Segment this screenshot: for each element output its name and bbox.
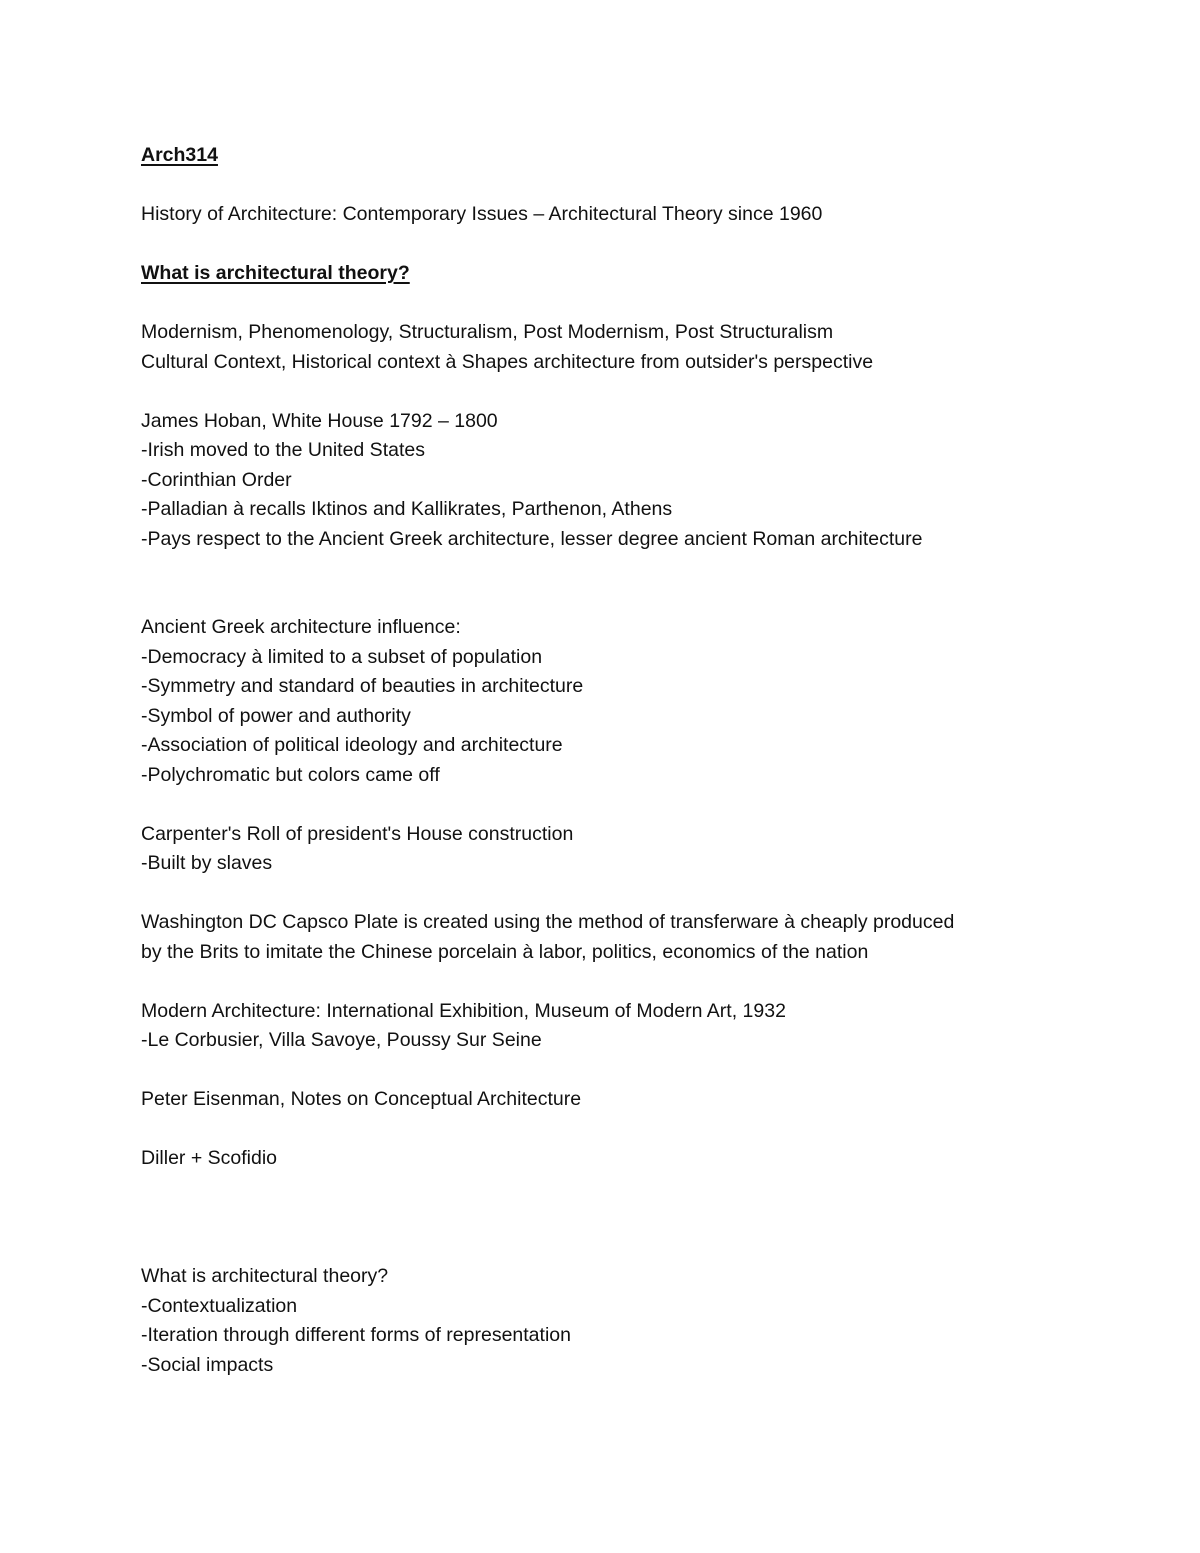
greek-heading: Ancient Greek architecture influence: — [141, 616, 461, 638]
greek-item: -Symmetry and standard of beauties in architecture — [141, 675, 584, 697]
closing-item: -Social impacts — [141, 1353, 274, 1376]
document-page — [141, 141, 1081, 1380]
spacer — [141, 879, 1081, 909]
greek-item: -Polychromatic but colors came off — [141, 763, 440, 786]
hoban-item: -Irish moved to the United States — [141, 439, 425, 461]
closing-item: -Iteration through different forms of representation — [141, 1324, 571, 1346]
modern-heading: Modern Architecture: International Exhibition, Museum of Modern Art, 1932 — [141, 999, 786, 1022]
washington-line: Washington DC Capsco Plate is created using the method of transferware à cheaply produced — [141, 911, 955, 933]
greek-item: -Symbol of power and authority — [141, 704, 411, 727]
carpenter-heading: Carpenter's Roll of president's House construction — [141, 822, 574, 845]
closing-item: -Contextualization — [141, 1294, 298, 1317]
hoban-item: -Palladian à recalls Iktinos and Kallikrates, Parthenon, Athens — [141, 498, 673, 520]
hoban-item: -Corinthian Order — [141, 468, 292, 491]
intro-line: Modernism, Phenomenology, Structuralism, Post Modernism, Post Structuralism — [141, 321, 834, 343]
spacer — [141, 289, 1081, 319]
spacer — [141, 967, 1081, 997]
spacer — [141, 1056, 1081, 1086]
spacer — [141, 377, 1081, 407]
spacer — [141, 1115, 1081, 1145]
spacer — [141, 790, 1081, 820]
intro-line: Cultural Context, Historical context à Shapes architecture from outsider's perspective — [141, 350, 874, 373]
eisenman-line: Peter Eisenman, Notes on Conceptual Architecture — [141, 1088, 582, 1110]
spacer — [141, 230, 1081, 260]
diller-line: Diller + Scofidio — [141, 1147, 278, 1169]
greek-item: -Democracy à limited to a subset of population — [141, 645, 543, 668]
closing-heading: What is architectural theory? — [141, 1265, 389, 1287]
hoban-item: -Pays respect to the Ancient Greek architecture, lesser degree ancient Roman architecture — [141, 527, 923, 550]
spacer — [141, 1174, 1081, 1263]
spacer — [141, 554, 1081, 613]
hoban-heading: James Hoban, White House 1792 – 1800 — [141, 409, 498, 432]
modern-item: -Le Corbusier, Villa Savoye, Poussy Sur Seine — [141, 1029, 542, 1051]
course-subtitle: History of Architecture: Contemporary Issues – Architectural Theory since 1960 — [141, 203, 823, 225]
washington-line: by the Brits to imitate the Chinese porcelain à labor, politics, economics of the nation — [141, 940, 869, 963]
carpenter-item: -Built by slaves — [141, 852, 273, 874]
spacer — [141, 171, 1081, 201]
document-title: Arch314 — [141, 144, 218, 166]
greek-item: -Association of political ideology and architecture — [141, 734, 563, 756]
section-heading: What is architectural theory? — [141, 262, 410, 284]
